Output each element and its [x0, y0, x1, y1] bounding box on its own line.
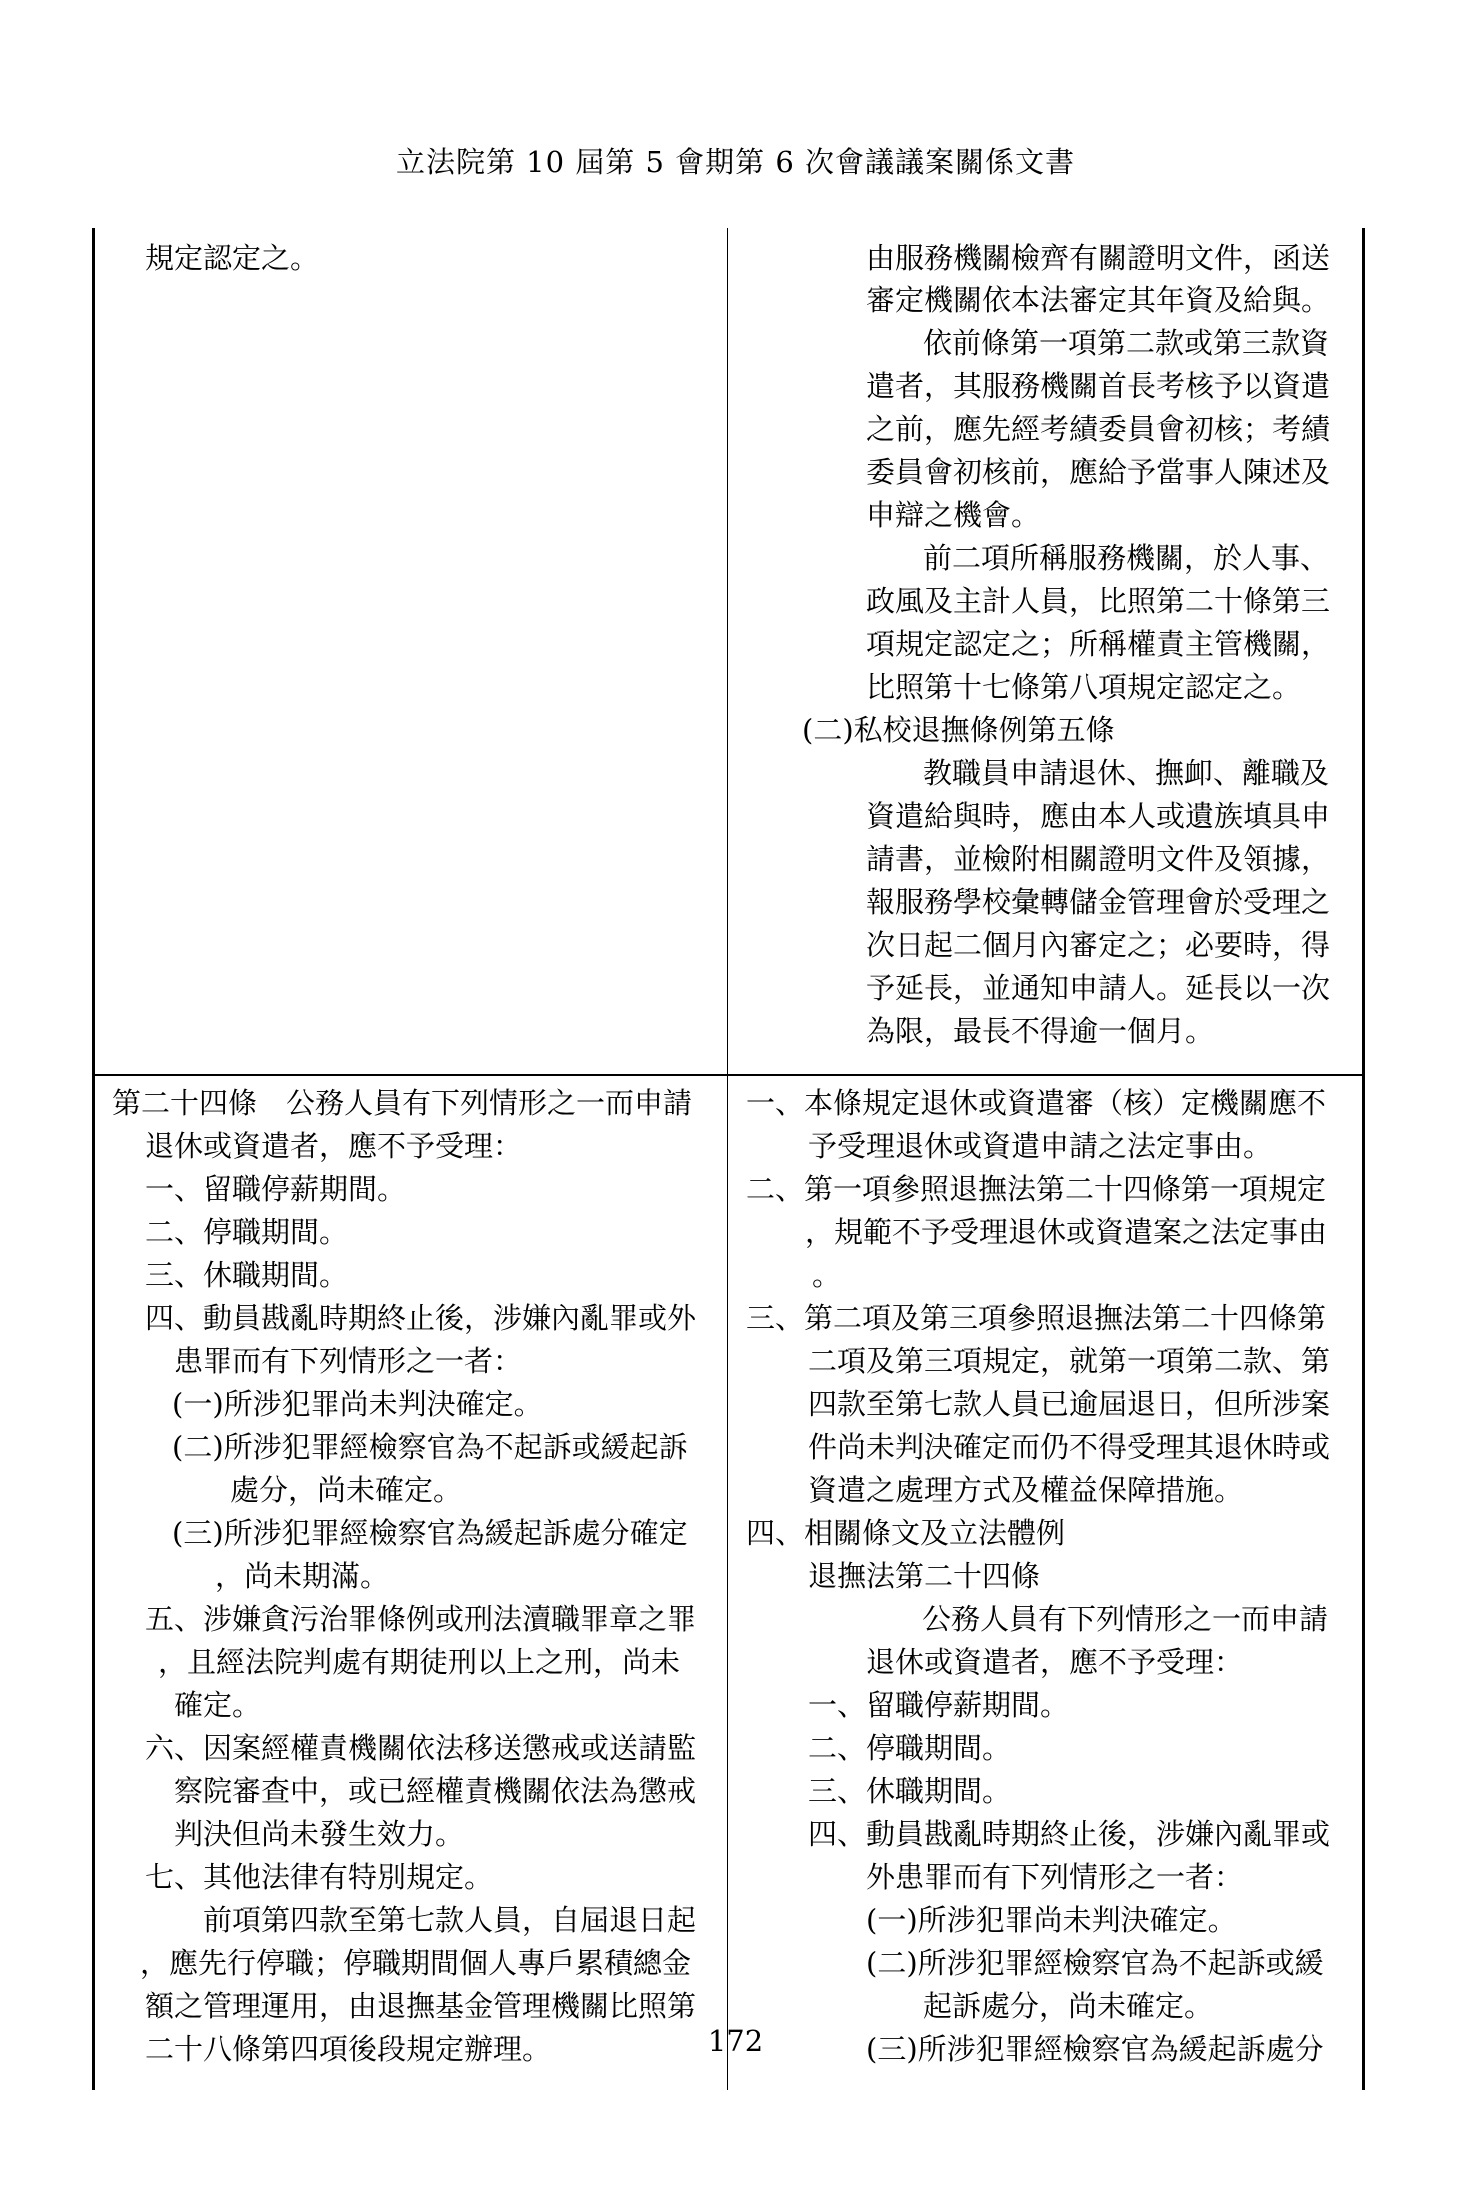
text-line: 七、其他法律有特別規定。 — [145, 1860, 494, 1894]
table-left-border — [92, 228, 95, 2090]
text-line: 資遣給與時，應由本人或遺族填具申 — [866, 799, 1331, 833]
text-line: 政風及主計人員，比照第二十條第三 — [866, 584, 1331, 618]
text-line: 四、動員戡亂時期終止後，涉嫌內亂罪或 — [808, 1817, 1331, 1851]
text-line: 項規定認定之；所稱權責主管機關， — [866, 627, 1331, 661]
text-line: 五、涉嫌貪污治罪條例或刑法瀆職罪章之罪 — [145, 1602, 697, 1636]
text-line: (一)所涉犯罪尚未判決確定。 — [866, 1903, 1237, 1937]
text-line: 二項及第三項規定，就第一項第二款、第 — [808, 1344, 1331, 1378]
text-line: (一)所涉犯罪尚未判決確定。 — [172, 1387, 543, 1421]
text-line: 一、留職停薪期間。 — [808, 1688, 1070, 1722]
text-line: 三、休職期間。 — [145, 1258, 349, 1292]
text-line: ，規範不予受理退休或資遣案之法定事由 — [805, 1215, 1328, 1249]
text-line: 二、第一項參照退撫法第二十四條第一項規定 — [746, 1172, 1327, 1206]
text-line: 退休或資遣者，應不予受理： — [866, 1645, 1244, 1679]
text-line: 予延長，並通知申請人。延長以一次 — [866, 971, 1331, 1005]
text-line: 。 — [812, 1258, 842, 1292]
text-line: 確定。 — [174, 1688, 262, 1722]
article-heading: 第二十四條 公務人員有下列情形之一而申請 — [112, 1086, 693, 1120]
text-line: ，且經法院判處有期徒刑以上之刑，尚未 — [158, 1645, 681, 1679]
text-line: 外患罪而有下列情形之一者： — [866, 1860, 1244, 1894]
text-line: 比照第十七條第八項規定認定之。 — [866, 670, 1302, 704]
text-line: 由服務機關檢齊有關證明文件，函送 — [866, 241, 1331, 275]
text-line: 退休或資遣者，應不予受理： — [145, 1129, 523, 1163]
text-line: 二十八條第四項後段規定辦理。 — [145, 2032, 552, 2066]
text-line: 判決但尚未發生效力。 — [174, 1817, 465, 1851]
text-line: 一、留職停薪期間。 — [145, 1172, 407, 1206]
text-line: 六、因案經權責機關依法移送懲戒或送請監 — [145, 1731, 697, 1765]
text-line: 予受理退休或資遣申請之法定事由。 — [808, 1129, 1273, 1163]
text-line: 一、本條規定退休或資遣審（核）定機關應不 — [746, 1086, 1327, 1120]
text-line: 起訴處分，尚未確定。 — [923, 1989, 1214, 2023]
subsection-heading: 四、相關條文及立法體例 — [746, 1516, 1066, 1550]
text-line: 二、停職期間。 — [145, 1215, 349, 1249]
text-line: 依前條第一項第二款或第三款資 — [923, 326, 1330, 360]
text-line: 次日起二個月內審定之；必要時，得 — [866, 928, 1331, 962]
text-line: 教職員申請退休、撫卹、離職及 — [923, 756, 1330, 790]
text-line: (二)所涉犯罪經檢察官為不起訴或緩起訴 — [172, 1430, 688, 1464]
text-line: 委員會初核前，應給予當事人陳述及 — [866, 455, 1331, 489]
text-line: 之前，應先經考績委員會初核；考績 — [866, 412, 1331, 446]
text-line: ，應先行停職；停職期間個人專戶累積總金 — [140, 1946, 692, 1980]
text-line: 請書，並檢附相關證明文件及領據， — [866, 842, 1331, 876]
text-line: 四款至第七款人員已逾屆退日，但所涉案 — [808, 1387, 1331, 1421]
text-line: 處分，尚未確定。 — [230, 1473, 463, 1507]
text-line: 二、停職期間。 — [808, 1731, 1012, 1765]
text-line: 報服務學校彙轉儲金管理會於受理之 — [866, 885, 1331, 919]
text-line: 三、休職期間。 — [808, 1774, 1012, 1808]
text-line: 遣者，其服務機關首長考核予以資遣 — [866, 369, 1331, 403]
text-line: 為限，最長不得逾一個月。 — [866, 1014, 1215, 1048]
text-line: 退撫法第二十四條 — [808, 1559, 1041, 1593]
subsection-heading: (二)私校退撫條例第五條 — [802, 713, 1115, 747]
text-line: 公務人員有下列情形之一而申請 — [922, 1602, 1329, 1636]
text-line: (三)所涉犯罪經檢察官為緩起訴處分 — [866, 2032, 1324, 2066]
text-line: 前項第四款至第七款人員，自屆退日起 — [203, 1903, 697, 1937]
text-line: 額之管理運用，由退撫基金管理機關比照第 — [145, 1989, 697, 2023]
table-center-divider — [727, 228, 728, 2090]
text-line: 四、動員戡亂時期終止後，涉嫌內亂罪或外 — [145, 1301, 697, 1335]
table-row-divider — [92, 1074, 1365, 1076]
text-line: 資遣之處理方式及權益保障措施。 — [808, 1473, 1244, 1507]
table-right-border — [1362, 228, 1365, 2090]
text-line: 件尚未判決確定而仍不得受理其退休時或 — [808, 1430, 1331, 1464]
text-line: ，尚未期滿。 — [215, 1559, 390, 1593]
text-line: 申辯之機會。 — [866, 498, 1041, 532]
text-line: 三、第二項及第三項參照退撫法第二十四條第 — [746, 1301, 1327, 1335]
text-line: 前二項所稱服務機關，於人事、 — [923, 541, 1330, 575]
text-line: (二)所涉犯罪經檢察官為不起訴或緩 — [866, 1946, 1324, 1980]
text-line: (三)所涉犯罪經檢察官為緩起訴處分確定 — [172, 1516, 688, 1550]
text-line: 規定認定之。 — [145, 241, 320, 275]
page-number: 172 — [707, 2024, 764, 2058]
text-line: 審定機關依本法審定其年資及給與。 — [866, 283, 1331, 317]
text-line: 患罪而有下列情形之一者： — [174, 1344, 523, 1378]
text-line: 察院審查中，或已經權責機關依法為懲戒 — [174, 1774, 697, 1808]
page-header: 立法院第 10 屆第 5 會期第 6 次會議議案關係文書 — [395, 145, 1076, 179]
